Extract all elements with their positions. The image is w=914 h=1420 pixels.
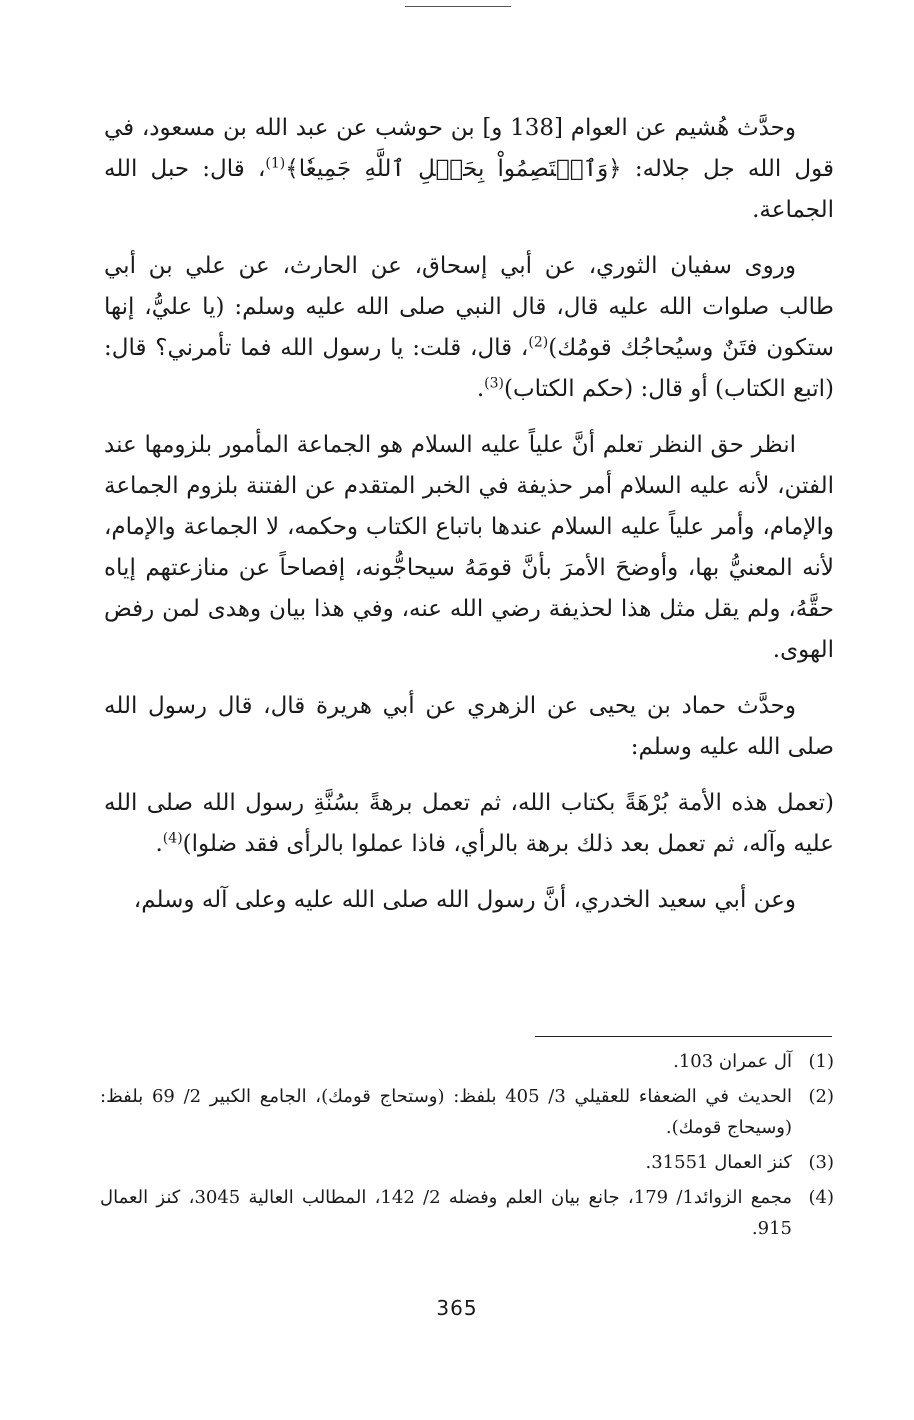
footnote-number: (1)	[808, 1051, 834, 1072]
footnote-ref-3[interactable]: (3)	[484, 375, 504, 392]
paragraph-text: وحدَّث هُشيم عن العوام [138 و] بن حوشب عن عبد الله بن مسعود، في قول الله جل جلاله: ﴿وَٱعۡتَصِمُواْ بِحَبۡلِ ٱللَّهِ جَمِيعٗا﴾	[104, 115, 834, 182]
footnote-number: (3)	[808, 1152, 834, 1173]
paragraph-text-after: .	[155, 831, 163, 857]
paragraph-text-after: ، قال، قلت: يا رسول الله فما تأمرني؟ قال: (اتبع الكتاب) أو قال: (حكم الكتاب)	[104, 335, 834, 402]
paragraph-hammad	[104, 686, 834, 768]
footnote-text: كنز العمال 31551.	[645, 1152, 792, 1173]
footnote-text: آل عمران 103.	[673, 1051, 792, 1072]
paragraph-hadith-quote	[104, 783, 834, 865]
page-number: 365	[436, 1296, 478, 1320]
footnotes	[100, 1046, 834, 1248]
footnote-text: الحديث في الضعفاء للعقيلي 3/ 405 بلفظ: (وستحاج قومك)، الجامع الكبير 2/ 69 بلفظ: (وسيحاج قومك).	[100, 1086, 792, 1138]
paragraph-text: وعن أبي سعيد الخدري، أنَّ رسول الله صلى الله عليه وعلى آله وسلم،	[133, 887, 796, 913]
footnote-text: مجمع الزوائد1/ 179، جانع بيان العلم وفضله 2/ 142، المطالب العالية 3045، كنز العمال 915.	[100, 1187, 792, 1239]
main-text	[104, 108, 834, 936]
paragraph-text: (تعمل هذه الأمة بُرْهَةً بكتاب الله، ثم تعمل برهةً بسُنَّةِ رسول الله صلى الله عليه وآله، ثم تعمل بعد ذلك برهة بالرأي، فاذا عملوا بالرأى فقد ضلوا)	[104, 790, 834, 857]
footnote-number: (2)	[808, 1086, 834, 1107]
paragraph-text: وروى سفيان الثوري، عن أبي إسحاق، عن الحارث، عن علي بن أبي طالب صلوات الله عليه قال، قال النبي صلى الله عليه وسلم: (يا عليُّ، إنها ستكون فتَنٌ وسيُحاجُك قومُك)	[104, 253, 834, 361]
footnote-separator	[535, 1036, 832, 1037]
top-rule	[405, 6, 511, 7]
footnote-3	[100, 1147, 834, 1178]
footnote-ref-4[interactable]: (4)	[162, 830, 183, 847]
paragraph-text-end: .	[476, 376, 485, 402]
footnote-number: (4)	[808, 1187, 834, 1208]
paragraph-sufyan	[104, 246, 834, 410]
footnote-ref-2[interactable]: (2)	[528, 334, 549, 351]
footnote-2	[100, 1081, 834, 1143]
paragraph-commentary	[104, 425, 834, 671]
footnote-1	[100, 1046, 834, 1077]
paragraph-text-after: ، قال: حبل الله الجماعة.	[104, 156, 834, 223]
footnote-4	[100, 1182, 834, 1244]
footnote-ref-1[interactable]: (1)	[265, 155, 286, 172]
paragraph-text: انظر حق النظر تعلم أنَّ علياً عليه السلام هو الجماعة المأمور بلزومها عند الفتن، لأنه عليه السلام أمر حذيفة في الخبر المتقدم عن الفتنة بلزوم الجماعة والإمام، وأمر علياً عليه السلام عندها باتباع الكتاب وحكمه، لا الجماعة والإمام، لأنه المعنيُّ بها، وأوضحَ الأمرَ بأنَّ قومَهُ سيحاجُّونه، إفصاحاً عن منازعتهم إياه حقَّهُ، ولم يقل مثل هذا لحذيفة رضي الله عنه، وفي هذا بيان وهدى لمن رفض الهوى.	[104, 432, 834, 663]
paragraph-hushaym	[104, 108, 834, 231]
paragraph-text: وحدَّث حماد بن يحيى عن الزهري عن أبي هريرة قال، قال رسول الله صلى الله عليه وسلم:	[104, 693, 834, 760]
paragraph-abu-said	[104, 880, 834, 921]
